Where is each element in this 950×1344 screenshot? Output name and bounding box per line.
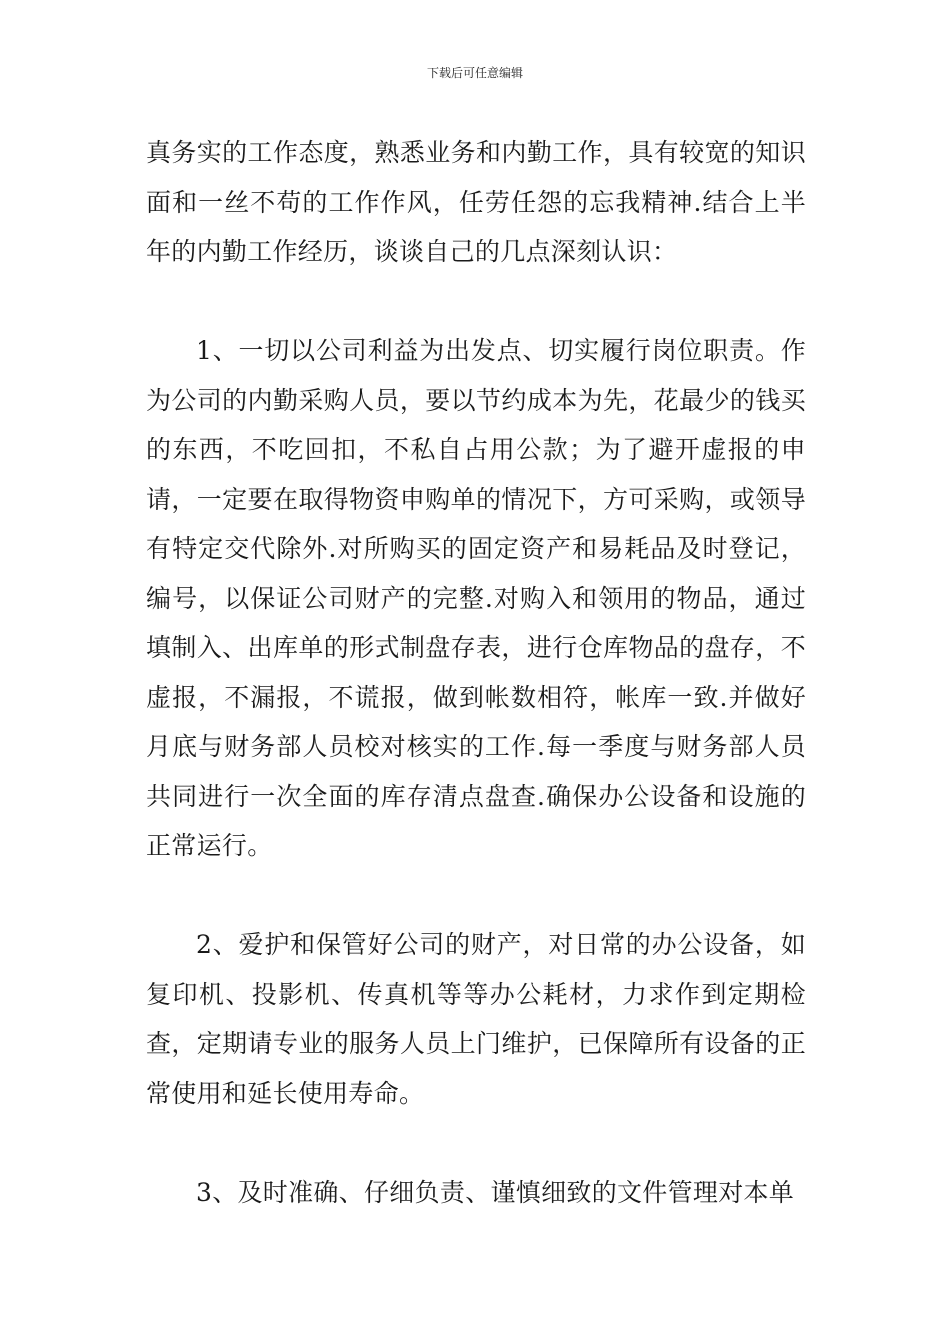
paragraph-spacer — [146, 1118, 806, 1168]
paragraph-spacer — [146, 871, 806, 921]
paragraph-spacer — [146, 277, 806, 327]
document-body — [146, 128, 806, 1217]
page-header: 下载后可任意编辑 — [426, 66, 523, 80]
paragraph-item-3: 3、及时准确、仔细负责、谨慎细致的文件管理对本单 — [196, 1177, 795, 1207]
paragraph-intro: 真务实的工作态度，熟悉业务和内勤工作，具有较宽的知识面和一丝不苟的工作作风，任劳任怨的忘我精神.结合上半年的内勤工作经历，谈谈自己的几点深刻认识： — [146, 138, 806, 266]
paragraph-item-1: 1、一切以公司利益为出发点、切实履行岗位职责。作为公司的内勤采购人员，要以节约成本为先，花最少的钱买的东西，不吃回扣，不私自占用公款；为了避开虚报的申请，一定要在取得物资申购单的情况下，方可采购，或领导有特定交代除外.对所购买的固定资产和易耗品及时登记，编号，以保证公司财产的完整.对购入和领用的物品，通过填制入、出库单的形式制盘存表，进行仓库物品的盘存，不虚报，不漏报，不谎报，做到帐数相符，帐库一致.并做好月底与财务部人员校对核实的工作.每一季度与财务部人员共同进行一次全面的库存清点盘查.确保办公设备和设施的正常运行。 — [146, 336, 806, 860]
paragraph-item-2: 2、爱护和保管好公司的财产，对日常的办公设备，如复印机、投影机、传真机等等办公耗材，力求作到定期检查，定期请专业的服务人员上门维护，已保障所有设备的正常使用和延长使用寿命。 — [146, 930, 806, 1108]
